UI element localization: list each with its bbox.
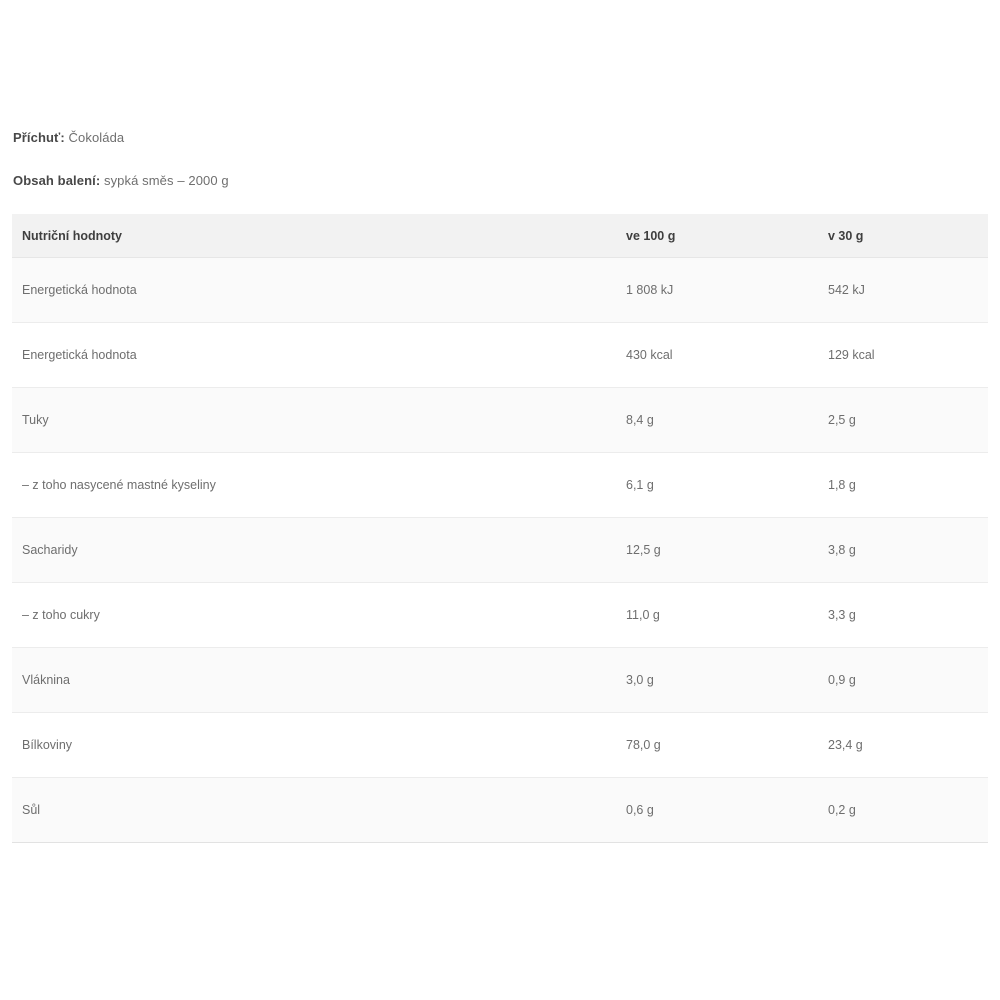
- row-label: – z toho nasycené mastné kyseliny: [22, 478, 216, 493]
- table-row: [12, 453, 988, 518]
- table-row: [12, 583, 988, 648]
- header-col-per30: v 30 g: [828, 228, 864, 243]
- row-value-per100: 430 kcal: [626, 348, 673, 363]
- row-label: – z toho cukry: [22, 608, 100, 623]
- row-label: Energetická hodnota: [22, 283, 137, 298]
- package-content-line: [13, 173, 988, 189]
- row-value-per30: 0,2 g: [828, 803, 856, 818]
- nutrition-table-header: [12, 214, 988, 258]
- nutrition-table-body: [12, 258, 988, 842]
- table-row: [12, 388, 988, 453]
- row-value-per100: 78,0 g: [626, 738, 661, 753]
- table-row: [12, 518, 988, 583]
- flavor-label: Příchuť:: [13, 130, 65, 145]
- header-col-name: Nutriční hodnoty: [22, 228, 122, 243]
- table-row: [12, 323, 988, 388]
- table-row: [12, 778, 988, 842]
- row-value-per100: 1 808 kJ: [626, 283, 674, 298]
- row-label: Sůl: [22, 803, 41, 818]
- flavor-line: [13, 130, 988, 146]
- package-content-value: sypká směs – 2000 g: [103, 172, 229, 188]
- row-value-per100: 0,6 g: [626, 803, 654, 818]
- product-info-section: [12, 130, 988, 843]
- row-value-per30: 2,5 g: [828, 413, 856, 428]
- row-value-per30: 1,8 g: [828, 478, 856, 493]
- nutrition-table: [12, 214, 988, 843]
- row-label: Bílkoviny: [22, 738, 73, 753]
- row-value-per100: 8,4 g: [626, 413, 654, 428]
- row-label: Energetická hodnota: [22, 348, 137, 363]
- table-row: [12, 713, 988, 778]
- row-value-per30: 23,4 g: [828, 738, 863, 753]
- row-value-per100: 3,0 g: [626, 673, 654, 688]
- row-value-per30: 3,8 g: [828, 543, 856, 558]
- row-value-per30: 129 kcal: [828, 348, 875, 363]
- flavor-value: Čokoláda: [68, 130, 125, 145]
- row-value-per100: 6,1 g: [626, 478, 654, 493]
- header-col-per100: ve 100 g: [626, 228, 676, 243]
- package-content-label: Obsah balení:: [13, 172, 101, 188]
- row-label: Vláknina: [22, 673, 70, 688]
- row-value-per100: 11,0 g: [626, 608, 660, 623]
- row-value-per30: 3,3 g: [828, 608, 856, 623]
- table-row: [12, 648, 988, 713]
- row-value-per30: 0,9 g: [828, 673, 856, 688]
- row-value-per100: 12,5 g: [626, 543, 661, 558]
- row-value-per30: 542 kJ: [828, 283, 865, 298]
- row-label: Sacharidy: [22, 543, 78, 558]
- row-label: Tuky: [22, 413, 49, 428]
- table-row: [12, 258, 988, 323]
